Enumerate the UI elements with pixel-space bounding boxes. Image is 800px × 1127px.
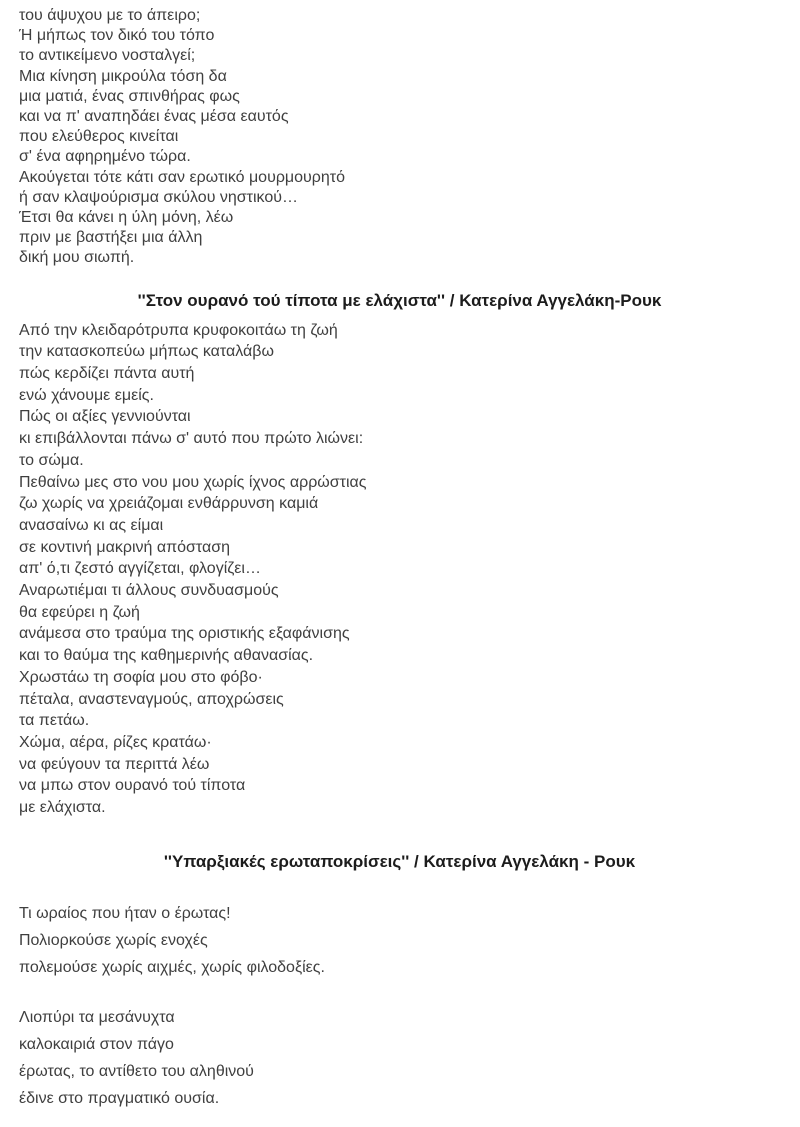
poem-line: Πεθαίνω μες στο νου μου χωρίς ίχνος αρρώστιας xyxy=(19,473,367,491)
poem-line: ανάμεσα στο τραύμα της οριστικής εξαφάνισης xyxy=(19,625,350,643)
poem-line: Λιοπύρι τα μεσάνυχτα xyxy=(19,1008,175,1026)
poem-line: ζω χωρίς να χρειάζομαι ενθάρρυνση καμιά xyxy=(19,495,319,513)
poem-line: πολεμούσε χωρίς αιχμές, χωρίς φιλοδοξίες. xyxy=(19,958,325,976)
poem-line: του άψυχου με το άπειρο; xyxy=(19,7,201,24)
poem-title-ston-ourano: ''Στον ουρανό τού τίποτα με ελάχιστα'' / Κατερίνα Αγγελάκη-Ρουκ xyxy=(137,290,662,310)
poem-line: και το θαύμα της καθημερινής αθανασίας. xyxy=(19,647,314,665)
poem-line: Έτσι θα κάνει η ύλη μόνη, λέω xyxy=(19,209,234,227)
poem-line: και να π' αναπηδάει ένας μέσα εαυτός xyxy=(19,108,289,126)
poem-line: έρωτας, το αντίθετο του αληθινού xyxy=(19,1062,254,1080)
poem-line: να μπω στον ουρανό τού τίποτα xyxy=(19,777,246,795)
poem-line: την κατασκοπεύω μήπως καταλάβω xyxy=(19,343,274,361)
poem-line: Πώς οι αξίες γεννιούνται xyxy=(19,408,191,426)
poem-line: πριν με βαστήξει μια άλλη xyxy=(19,229,203,247)
poem-line: Μια κίνηση μικρούλα τόση δα xyxy=(19,67,227,85)
poem-line: κι επιβάλλονται πάνω σ' αυτό που πρώτο λιώνει: xyxy=(19,430,364,448)
poem-line: καλοκαιριά στον πάγο xyxy=(19,1035,174,1053)
poem-line: έδινε στο πραγματικό ουσία. xyxy=(19,1089,220,1107)
poem-line: τα πετάω. xyxy=(19,712,90,730)
poem-ston-ourano xyxy=(19,320,780,819)
poem-line: Χώμα, αέρα, ρίζες κρατάω· xyxy=(19,734,212,751)
poem-line: Τι ωραίος που ήταν ο έρωτας! xyxy=(19,904,231,922)
poem-line: ή σαν κλαψούρισμα σκύλου νηστικού… xyxy=(19,188,298,206)
poem-line: δική μου σιωπή. xyxy=(19,249,135,267)
poem-line: μια ματιά, ένας σπινθήρας φως xyxy=(19,87,240,105)
poem-line: το σώμα. xyxy=(19,451,84,469)
poem-line: το αντικείμενο νοσταλγεί; xyxy=(19,47,196,65)
poem-line: απ' ό,τι ζεστό αγγίζεται, φλογίζει… xyxy=(19,560,261,578)
poem-line: Ή μήπως τον δικό του τόπο xyxy=(19,27,215,45)
poem-yparxiakes-stanza-1 xyxy=(19,900,780,981)
poem-line: Πολιορκούσε χωρίς ενοχές xyxy=(19,931,208,949)
poem-line: που ελεύθερος κινείται xyxy=(19,128,179,146)
poem-untitled-fragment xyxy=(19,6,780,269)
poem-line: πώς κερδίζει πάντα αυτή xyxy=(19,365,195,383)
poem-line: σ' ένα αφηρημένο τώρα. xyxy=(19,148,191,166)
poem-line: Ακούγεται τότε κάτι σαν ερωτικό μουρμουρητό xyxy=(19,168,346,186)
poem-title-yparxiakes: ''Υπαρξιακές ερωταποκρίσεις'' / Κατερίνα Αγγελάκη - Ρουκ xyxy=(163,851,636,871)
poem-line: ενώ χάνουμε εμείς. xyxy=(19,386,154,404)
poem-line: με ελάχιστα. xyxy=(19,799,106,817)
poem-line: πέταλα, αναστεναγμούς, αποχρώσεις xyxy=(19,690,284,708)
poem-line: σε κοντινή μακρινή απόσταση xyxy=(19,538,231,556)
poem-line: ανασαίνω κι ας είμαι xyxy=(19,516,164,534)
poem-line: να φεύγουν τα περιττά λέω xyxy=(19,755,210,773)
poem-line: Από την κλειδαρότρυπα κρυφοκοιτάω τη ζωή xyxy=(19,321,338,339)
poem-line: θα εφεύρει η ζωή xyxy=(19,603,140,621)
poem-line: Χρωστάω τη σοφία μου στο φόβο· xyxy=(19,668,263,686)
poem-line: Αναρωτιέμαι τι άλλους συνδυασμούς xyxy=(19,582,279,600)
poem-yparxiakes-stanza-2 xyxy=(19,1004,780,1112)
